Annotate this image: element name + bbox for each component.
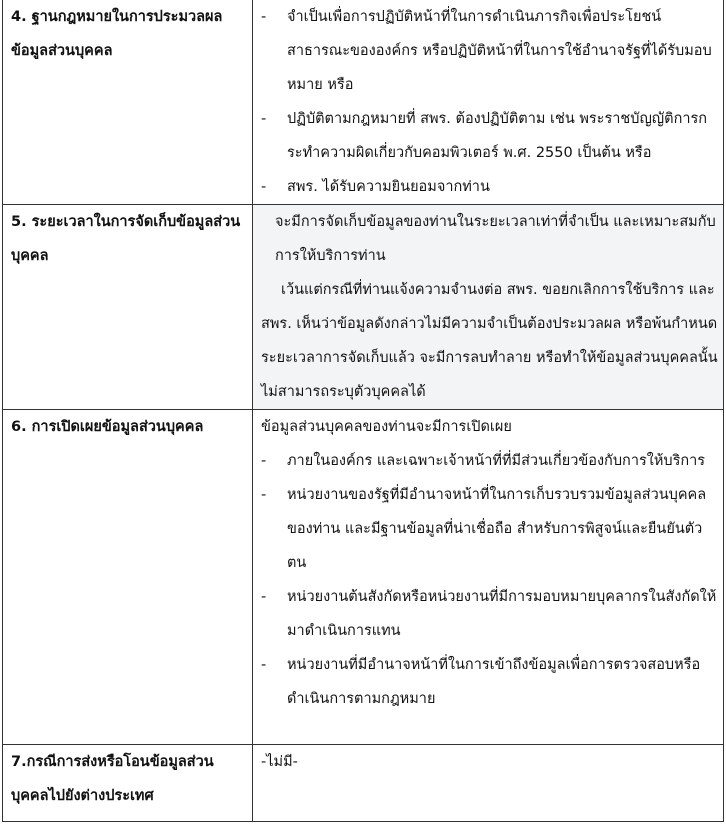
list-item-text: ปฏิบัติตามกฎหมายที่ สพร. ต้องปฏิบัติตาม เช่น พระราชบัญญัติการกระทำความผิดเกี่ยวกับคอมพิวเตอร์ พ.ศ. 2550 เป็นต้น หรือ (287, 111, 708, 161)
bullet-dash: - (261, 589, 267, 605)
list-item-text: ภายในองค์กร และเฉพาะเจ้าหน้าที่ที่มีส่วนเกี่ยวข้องกับการให้บริการ (287, 453, 706, 469)
section-transfer-row (3, 745, 724, 822)
section-retention-heading (3, 205, 253, 410)
section-heading: 6. การเปิดเผยข้อมูลส่วนบุคคล (11, 419, 204, 435)
section-heading: 7.กรณีการส่งหรือโอนข้อมูลส่วนบุคคลไปยังต่างประเทศ (11, 754, 214, 804)
section-disclosure-content (253, 410, 724, 745)
list-item-text: จำเป็นเพื่อการปฏิบัติหน้าที่ในการดำเนินภารกิจเพื่อประโยชน์สาธารณะขององค์กร หรือปฏิบัติหน้าที่ในการใช้อำนาจรัฐที่ได้รับมอบหมาย หรือ (287, 9, 712, 93)
list-item (261, 102, 719, 170)
paragraph (261, 205, 719, 273)
list-item-text: หน่วยงานที่มีอำนาจหน้าที่ในการเข้าถึงข้อมูลเพื่อการตรวจสอบหรือดำเนินการตามกฎหมาย (287, 657, 701, 707)
section-disclosure-heading (3, 410, 253, 745)
transfer-value: -ไม่มี- (261, 754, 298, 770)
section-legal-basis-heading (3, 0, 253, 205)
bullet-dash: - (261, 657, 267, 673)
list-item (261, 580, 719, 648)
paragraph-text: จะมีการจัดเก็บข้อมูลของท่านในระยะเวลาเท่าที่จำเป็น และเหมาะสมกับการให้บริการท่าน (275, 214, 716, 264)
list-item (261, 0, 719, 102)
section-disclosure-row (3, 410, 724, 745)
list-item (261, 170, 719, 204)
section-retention-content (253, 205, 724, 410)
bullet-dash: - (261, 111, 267, 127)
section-transfer-heading (3, 745, 253, 822)
list-item-text: หน่วยงานต้นสังกัดหรือหน่วยงานที่มีการมอบหมายบุคลากรในสังกัดให้มาดำเนินการแทน (287, 589, 717, 639)
bullet-dash: - (261, 487, 267, 503)
list-item (261, 648, 719, 716)
paragraph (261, 273, 719, 409)
section-heading: 5. ระยะเวลาในการจัดเก็บข้อมูลส่วนบุคคล (11, 214, 241, 264)
section-retention-row (3, 205, 724, 410)
bullet-dash: - (261, 179, 267, 195)
list-item (261, 478, 719, 580)
section-legal-basis-row (3, 0, 724, 205)
section-heading: 4. ฐานกฎหมายในการประมวลผลข้อมูลส่วนบุคคล (11, 9, 223, 59)
list-item-text: หน่วยงานของรัฐที่มีอำนาจหน้าที่ในการเก็บรวบรวมข้อมูลส่วนบุคคลของท่าน และมีฐานข้อมูลที่น่าเชื่อถือ สำหรับการพิสูจน์และยืนยันตัวตน (287, 487, 707, 571)
bullet-dash: - (261, 453, 267, 469)
list-item-text: สพร. ได้รับความยินยอมจากท่าน (287, 179, 490, 195)
paragraph-text: เว้นแต่กรณีที่ท่านแจ้งความจำนงต่อ สพร. ขอยกเลิกการใช้บริการ และ สพร. เห็นว่าข้อมูลดังกล่าวไม่มีความจำเป็นต้องประมวลผล หรือพ้นกำหนดระยะเวลาการจัดเก็บแล้ว จะมีการลบทำลาย หรือทำให้ข้อมูลส่วนบุคคลนั้นไม่สามารถระบุตัวบุคคลได้ (261, 282, 718, 400)
section-legal-basis-content (253, 0, 724, 205)
bullet-dash: - (261, 9, 267, 25)
section-transfer-content (253, 745, 724, 822)
list-item (261, 444, 719, 478)
policy-table (2, 0, 724, 822)
intro-text: ข้อมูลส่วนบุคคลของท่านจะมีการเปิดเผย (261, 419, 512, 435)
